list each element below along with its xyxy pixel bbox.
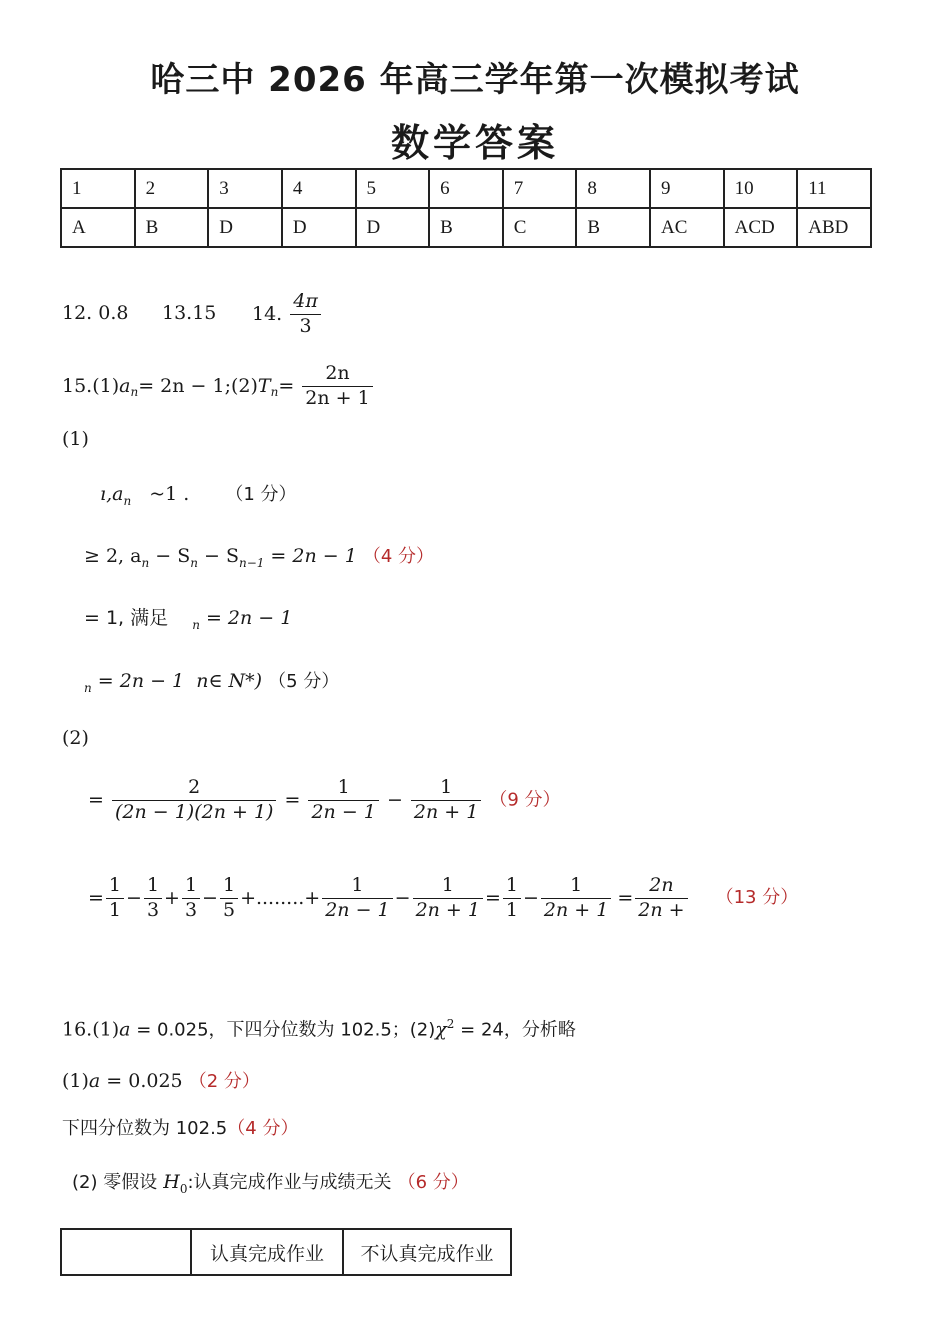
q15-step3 xyxy=(84,609,292,631)
q12-answer: 12. 0.8 xyxy=(62,302,129,324)
fraction-denominator: 3 xyxy=(184,898,198,921)
fraction-denominator: 2n − 1 xyxy=(311,800,376,823)
header-cell: 不认真完成作业 xyxy=(343,1229,511,1275)
q15-tn-fraction xyxy=(302,362,372,411)
q15-summary xyxy=(62,362,375,411)
subscript: n xyxy=(141,555,150,570)
ellipsis: +........+ xyxy=(240,886,321,909)
step-text: − S xyxy=(149,545,191,567)
equals-sign: = xyxy=(484,886,501,909)
eq2-frac xyxy=(413,874,483,923)
minus-sign: − xyxy=(386,788,403,811)
q16-line3 xyxy=(72,1173,469,1195)
equals-sign: = xyxy=(284,788,301,811)
answer-cell: AC xyxy=(650,208,724,247)
answer-cell: ACD xyxy=(724,208,798,247)
eq2-result-fraction xyxy=(635,874,687,923)
q16-summary-text: = 24，分析略 xyxy=(454,1019,576,1041)
answer-cell: C xyxy=(503,208,577,247)
q14-answer xyxy=(252,290,323,339)
fraction-denominator: 5 xyxy=(222,898,236,921)
step-text: = 0.025 xyxy=(100,1070,183,1092)
step-text: 下四分位数为 102.5 xyxy=(62,1118,228,1139)
score-points: （4 分） xyxy=(227,1118,299,1139)
question-number-cell: 11 xyxy=(797,169,871,208)
subscript: n xyxy=(270,385,279,400)
fraction-denominator: 2n + 1 xyxy=(305,386,370,409)
subscript: n xyxy=(123,493,132,508)
question-number-cell: 9 xyxy=(650,169,724,208)
q15-step4 xyxy=(84,672,339,694)
q14-fraction xyxy=(290,290,321,339)
step-text: − S xyxy=(197,545,239,567)
equals-sign: = xyxy=(617,886,634,909)
answer-cell: B xyxy=(576,208,650,247)
score-points: （9 分） xyxy=(489,789,561,811)
q15-step1 xyxy=(100,485,297,507)
subscript: n−1 xyxy=(238,555,265,570)
q13-answer: 13.15 xyxy=(162,302,217,324)
subscript: n xyxy=(130,385,139,400)
step-text: :认真完成作业与成绩无关 xyxy=(187,1172,392,1193)
fraction-numerator: 1 xyxy=(106,874,124,899)
score-points: （2 分） xyxy=(188,1071,260,1092)
question-number-cell: 3 xyxy=(208,169,282,208)
answer-cell: B xyxy=(429,208,503,247)
answer-cell: D xyxy=(282,208,356,247)
score-points: （13 分） xyxy=(715,887,799,909)
score-points: （5 分） xyxy=(268,671,340,692)
q16-prefix: 16.(1) xyxy=(62,1018,120,1041)
q16-summary-text: = 0.025，下四分位数为 102.5；(2) xyxy=(130,1019,436,1041)
var-a: a xyxy=(119,374,131,397)
equals-sign: = xyxy=(88,788,104,811)
question-number-cell: 5 xyxy=(356,169,430,208)
answer-cell: A xyxy=(61,208,135,247)
q15-prefix: 15.(1) xyxy=(62,374,120,397)
step-text: n∈ N*) xyxy=(196,670,263,692)
contingency-header-row xyxy=(61,1229,511,1275)
fraction-denominator: 2n + 1 xyxy=(413,800,479,823)
subscript: n xyxy=(190,555,198,570)
answer-cell: B xyxy=(135,208,209,247)
eq2-frac xyxy=(220,874,238,923)
var-t: T xyxy=(257,374,271,397)
fraction-numerator: 2n xyxy=(635,874,687,899)
var-a: a xyxy=(88,1070,101,1092)
fraction-numerator: 1 xyxy=(182,874,200,899)
q16-line2 xyxy=(62,1119,298,1138)
plus-sign: + xyxy=(164,886,180,909)
score-points: （4 分） xyxy=(362,546,435,567)
question-number-cell: 4 xyxy=(282,169,356,208)
eq2-frac xyxy=(182,874,200,923)
fraction-denominator: 3 xyxy=(146,898,160,921)
fraction-denominator: 1 xyxy=(505,898,518,921)
eq1-fraction-2 xyxy=(308,776,378,825)
fraction-denominator: 3 xyxy=(299,314,312,337)
question-number-cell: 2 xyxy=(135,169,209,208)
var-h: H xyxy=(163,1171,180,1193)
header-cell: 认真完成作业 xyxy=(191,1229,343,1275)
fraction-numerator: 1 xyxy=(322,874,392,899)
eq2-frac xyxy=(322,874,392,923)
answer-cell: D xyxy=(356,208,430,247)
fraction-numerator: 1 xyxy=(413,874,483,899)
question-number-cell: 8 xyxy=(576,169,650,208)
fraction-numerator: 1 xyxy=(308,776,378,801)
q14-label: 14. xyxy=(252,302,283,325)
question-number-cell: 6 xyxy=(429,169,503,208)
separator: ;(2) xyxy=(224,374,258,397)
step-text: ı,a xyxy=(100,483,124,505)
minus-sign: − xyxy=(523,886,539,909)
equals-sign: = xyxy=(88,886,104,909)
fraction-numerator: 1 xyxy=(144,874,162,899)
step-text: ~1 . xyxy=(149,483,190,505)
minus-sign: − xyxy=(126,886,142,909)
q15-an-formula: = 2n − 1 xyxy=(138,374,225,397)
fraction-numerator: 2 xyxy=(112,776,276,801)
fraction-numerator: 2n xyxy=(302,362,372,387)
step-text: ≥ 2, a xyxy=(84,545,142,567)
score-points: （6 分） xyxy=(397,1172,469,1193)
contingency-table xyxy=(60,1228,512,1276)
part-label: (2) 零假设 xyxy=(72,1172,158,1193)
q15-step2 xyxy=(84,547,434,569)
minus-sign: − xyxy=(394,886,411,909)
eq2-frac xyxy=(106,874,124,923)
fraction-denominator: 2n + 1 xyxy=(543,898,609,921)
answer-cell: ABD xyxy=(797,208,871,247)
step-text: = 2n − 1 xyxy=(91,670,185,692)
subscript: n xyxy=(192,617,200,632)
q15-part1-label: (1) xyxy=(62,428,89,450)
fraction-denominator: 1 xyxy=(108,898,122,921)
score-points: （1 分） xyxy=(225,484,297,505)
q15-eq1 xyxy=(88,776,561,825)
step-text: = 2n − 1 xyxy=(199,607,293,629)
fraction-numerator: 4π xyxy=(290,290,321,315)
answer-table xyxy=(60,168,872,248)
minus-sign: − xyxy=(202,886,218,909)
superscript: 2 xyxy=(446,1017,455,1031)
page-title: 哈三中 2026 年高三学年第一次模拟考试 xyxy=(150,60,800,100)
part-label: (1) xyxy=(62,1070,89,1092)
subscript: 0 xyxy=(179,1181,188,1196)
fraction-numerator: 1 xyxy=(541,874,611,899)
fraction-numerator: 1 xyxy=(220,874,238,899)
answer-table-number-row xyxy=(61,169,871,208)
question-number-cell: 10 xyxy=(724,169,798,208)
fraction-denominator: (2n − 1)(2n + 1) xyxy=(114,800,274,823)
q15-part2-label: (2) xyxy=(62,727,89,749)
eq1-fraction xyxy=(112,776,276,825)
fraction-numerator: 1 xyxy=(503,874,521,899)
answer-table-answer-row xyxy=(61,208,871,247)
q16-line1 xyxy=(62,1072,260,1091)
fraction-numerator: 1 xyxy=(411,776,481,801)
q15-eq2 xyxy=(88,874,798,923)
subscript: n xyxy=(84,680,92,695)
q16-summary xyxy=(62,1018,576,1039)
step-text: = 2n − 1 xyxy=(264,545,357,567)
fraction-denominator: 2n + xyxy=(638,898,685,921)
eq1-fraction-3 xyxy=(411,776,481,825)
answer-cell: D xyxy=(208,208,282,247)
eq2-frac xyxy=(503,874,521,923)
header-cell-empty xyxy=(61,1229,191,1275)
fraction-denominator: 2n − 1 xyxy=(325,898,390,921)
var-chi: χ xyxy=(435,1018,447,1041)
var-a: a xyxy=(119,1018,131,1041)
step-text: = 1, 满足 xyxy=(84,607,169,629)
eq2-frac xyxy=(541,874,611,923)
fraction-denominator: 2n + 1 xyxy=(415,898,480,921)
page-subtitle: 数学答案 xyxy=(390,121,559,165)
eq2-frac xyxy=(144,874,162,923)
question-number-cell: 1 xyxy=(61,169,135,208)
question-number-cell: 7 xyxy=(503,169,577,208)
equals-sign: = xyxy=(278,374,295,397)
